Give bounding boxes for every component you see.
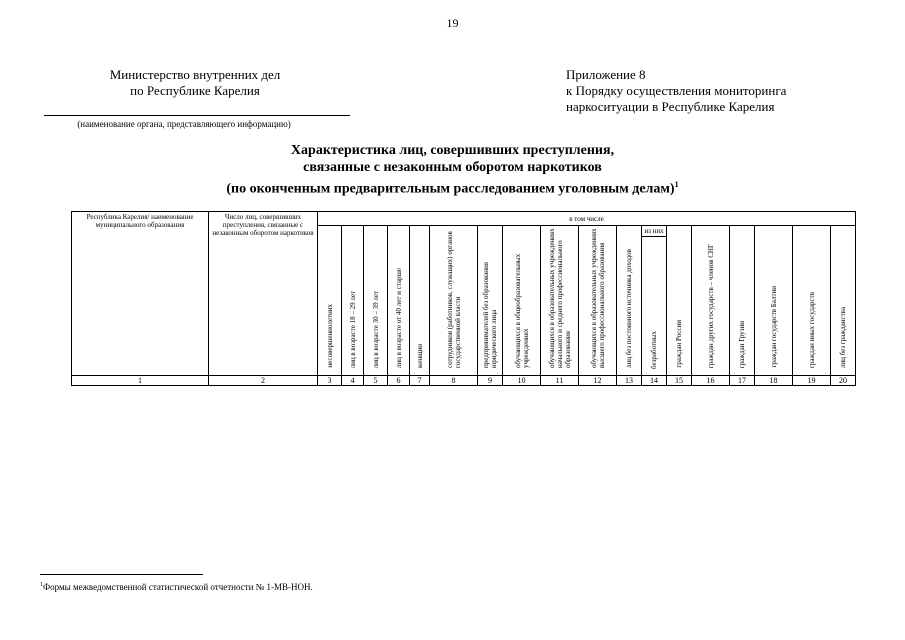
title-footnote-mark: 1 [674, 180, 679, 189]
column-number: 8 [430, 376, 478, 386]
column-number: 12 [579, 376, 617, 386]
characteristics-table [71, 211, 856, 386]
page-number: 19 [446, 16, 459, 30]
header-col-13: лиц без постоянного источника доходов [625, 248, 633, 368]
title-line-2: связанные с незаконным оборотом наркотиков [303, 160, 602, 175]
column-numbers-row [72, 376, 856, 386]
header-including: в том числе [318, 212, 856, 226]
column-number: 19 [793, 376, 831, 386]
header-total-persons: Число лиц, совершивших преступления, связанные с незаконным оборотом наркотиков [209, 212, 318, 376]
header-col-16: граждан других государств – членов СНГ [706, 243, 715, 368]
organization-line-1: Министерство внутренних дел [109, 67, 281, 82]
column-number: 7 [410, 376, 430, 386]
footnote [40, 582, 313, 592]
header-col-9: предпринимателей без образования юридического лица [482, 262, 498, 368]
column-number: 6 [388, 376, 410, 386]
title-line-1: Характеристика лиц, совершивших преступления, [290, 143, 615, 158]
header-col-3: несовершеннолетних [325, 304, 334, 368]
column-number: 20 [831, 376, 856, 386]
column-number: 2 [209, 376, 318, 386]
header-col-11: обучающихся в образовательных учреждениях начального и среднего профессионального образования [547, 228, 572, 368]
footnote-text: Формы межведомственной статистической отчетности № 1-МВ-НОН. [43, 582, 313, 592]
column-number: 11 [541, 376, 579, 386]
header-col-14: безработных [650, 330, 658, 369]
organization-underline [44, 115, 350, 116]
footnote-separator [40, 574, 203, 575]
header-col-12: обучающихся в образовательных учреждениях высшего профессионального образования [589, 228, 606, 368]
footnote-mark: 1 [40, 582, 43, 588]
column-number: 10 [503, 376, 541, 386]
header-col-20: лиц без гражданства [839, 306, 847, 368]
title-line-3 [0, 176, 905, 198]
header-col-18: граждан государств Балтии [769, 286, 778, 368]
column-number: 9 [478, 376, 503, 386]
column-number: 5 [364, 376, 388, 386]
header-col-19: граждан иных государств [807, 291, 816, 368]
document-title [0, 142, 905, 198]
column-number: 4 [342, 376, 364, 386]
column-number: 16 [692, 376, 730, 386]
header-col-10: обучающихся в общеобразовательных учреждениях [513, 253, 530, 368]
column-number: 17 [730, 376, 755, 386]
appendix-line-1: Приложение 8 [566, 67, 646, 82]
title-line-3-text: (по оконченным предварительным расследованием уголовным делам) [226, 181, 675, 197]
header-col-17: граждан Грузии [738, 320, 746, 368]
column-number: 14 [642, 376, 667, 386]
column-number: 13 [617, 376, 642, 386]
header-region: Республика Карелия/ наименование муниципального образования [72, 212, 209, 376]
header-col-8: сотрудников (работников, служащих) органов государственной власти [445, 231, 462, 368]
organization-caption: (наименование органа, представляющего информацию) [77, 119, 291, 129]
column-number: 3 [318, 376, 342, 386]
appendix-line-3: наркоситуации в Республике Карелия [566, 99, 775, 114]
header-col-4: лиц в возрасте 18 – 29 лет [348, 290, 357, 368]
header-of-them: из них [642, 226, 667, 237]
appendix-block [566, 67, 886, 115]
column-number: 15 [667, 376, 692, 386]
header-col-5: лиц в возрасте 30 – 39 лет [371, 290, 380, 368]
header-col-6: лиц в возрасте от 40 лет и старше [394, 267, 403, 368]
header-col-7: женщин [415, 343, 424, 368]
column-number: 18 [755, 376, 793, 386]
organization-name [40, 67, 350, 99]
appendix-line-2: к Порядку осуществления мониторинга [566, 83, 787, 98]
header-col-15: граждан России [675, 320, 683, 368]
organization-line-2: по Республике Карелия [130, 83, 260, 98]
column-number: 1 [72, 376, 209, 386]
